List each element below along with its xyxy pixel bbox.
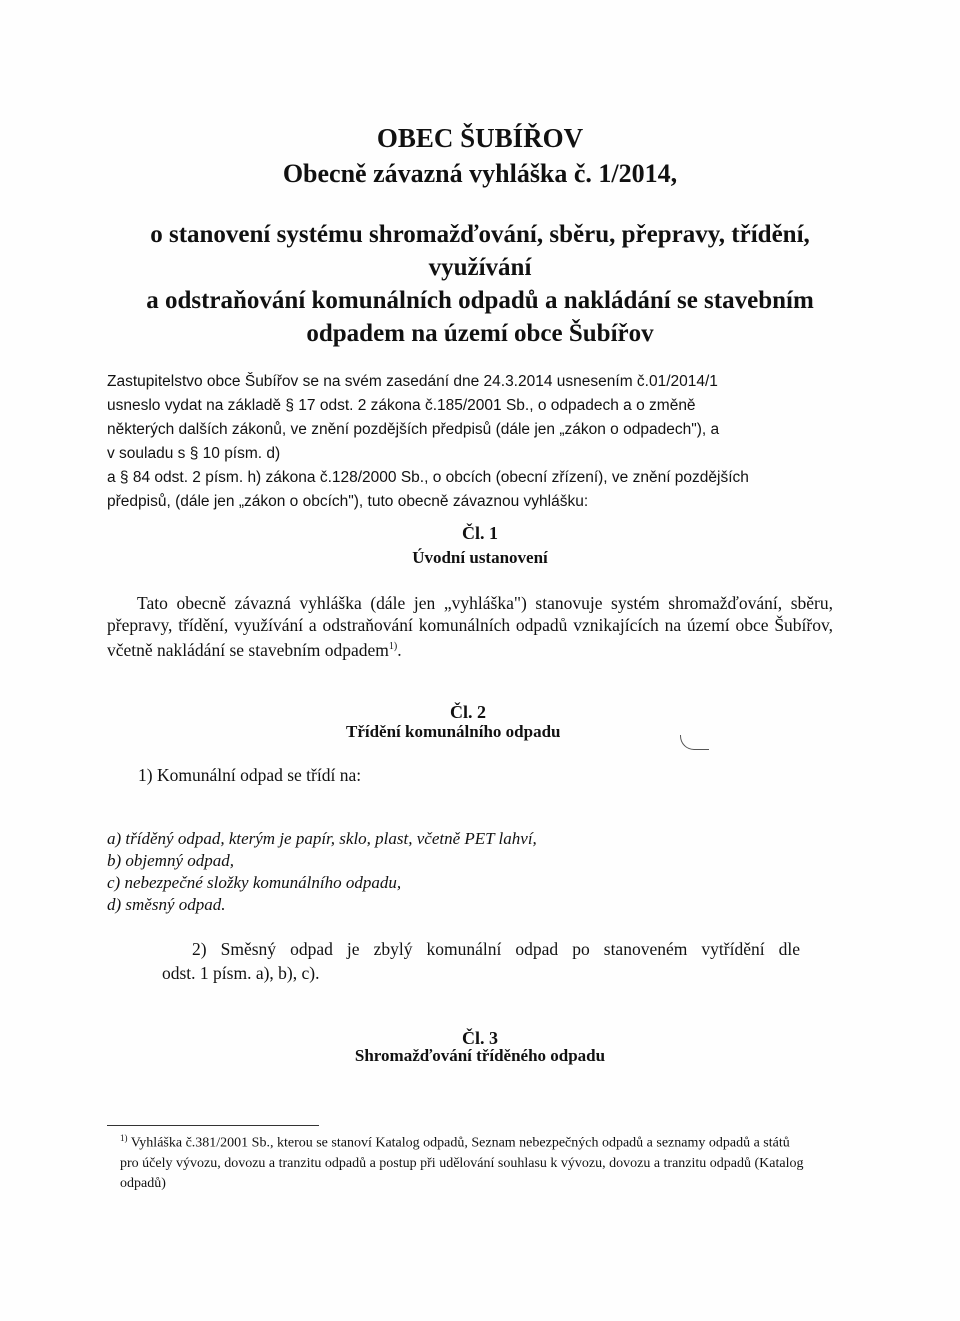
article-2-title: Třídění komunálního odpadu	[346, 722, 561, 741]
subject-line: a odstraňování komunálních odpadů a nakládání se stavebním	[146, 287, 814, 314]
article-1-title: Úvodní ustanovení	[412, 548, 548, 567]
regulation-title: Obecně závazná vyhláška č. 1/2014,	[282, 159, 678, 188]
article-2-number: Čl. 2	[450, 702, 486, 722]
preamble-line: usneslo vydat na základě § 17 odst. 2 zákona č.185/2001 Sb., o odpadech a o změně	[107, 397, 696, 414]
article-1-text	[107, 592, 833, 661]
article-1-number: Čl. 1	[462, 523, 498, 543]
footnote	[120, 1128, 810, 1194]
list-item: b) objemný odpad,	[107, 851, 235, 870]
municipality-title: OBEC ŠUBÍŘOV	[376, 123, 584, 153]
list-item: c) nebezpečné složky komunálního odpadu,	[107, 873, 402, 892]
footnote-text: Vyhláška č.381/2001 Sb., kterou se stanoví Katalog odpadů, Seznam nebezpečných odpadů a seznamy odpadů a států pro účely vývozu, dovozu a tranzitu odpadů a postup při udělování souhlasu k vývozu, dovozu a tranzitu odpadů (Katalog odpadů)	[120, 1135, 804, 1191]
preamble-line: některých dalších zákonů, ve znění pozdějších předpisů (dále jen „zákon o odpadech"), a	[107, 421, 720, 438]
article-3-number: Čl. 3	[462, 1028, 498, 1048]
article-3-title: Shromažďování tříděného odpadu	[354, 1046, 606, 1065]
footnote-reference: 1)	[388, 641, 398, 652]
footnote-marker: 1)	[120, 1133, 128, 1143]
subject-line: využívání	[428, 254, 532, 281]
preamble	[107, 370, 827, 514]
article-1-end: .	[397, 639, 402, 660]
article-2-para-2-line-1: 2) Směsný odpad je zbylý komunální odpad po stanoveném vytřídění dle	[192, 939, 800, 959]
preamble-line: Zastupitelstvo obce Šubířov se na svém zasedání dne 24.3.2014 usnesením č.01/2014/1	[107, 373, 718, 390]
article-1-body: Tato obecně závazná vyhláška (dále jen „vyhláška") stanovuje systém shromažďování, sběru, přepravy, třídění, využívání a odstraňování komunálních odpadů vznikajících na území obce Šubířov, včetně nakládání se stavebním odpadem	[107, 593, 833, 660]
preamble-line: a § 84 odst. 2 písm. h) zákona č.128/2000 Sb., o obcích (obecní zřízení), ve znění pozdějších	[107, 469, 749, 486]
subject-line: o stanovení systému shromažďování, sběru, přepravy, třídění,	[150, 221, 810, 248]
preamble-line: v souladu s § 10 písm. d)	[107, 445, 281, 462]
footnote-separator	[107, 1125, 319, 1126]
article-2-para-2-line-2: odst. 1 písm. a), b), c).	[162, 963, 320, 983]
list-item: d) směsný odpad.	[107, 895, 226, 914]
handwritten-mark	[680, 735, 709, 750]
preamble-line: předpisů, (dále jen „zákon o obcích"), tuto obecně závaznou vyhlášku:	[107, 493, 589, 510]
article-2-para-1: 1) Komunální odpad se třídí na:	[138, 765, 362, 785]
waste-categories-list	[107, 828, 747, 916]
regulation-subject	[100, 218, 860, 350]
subject-line: odpadem na území obce Šubířov	[306, 320, 654, 347]
list-item: a) tříděný odpad, kterým je papír, sklo, plast, včetně PET lahví,	[107, 829, 537, 848]
